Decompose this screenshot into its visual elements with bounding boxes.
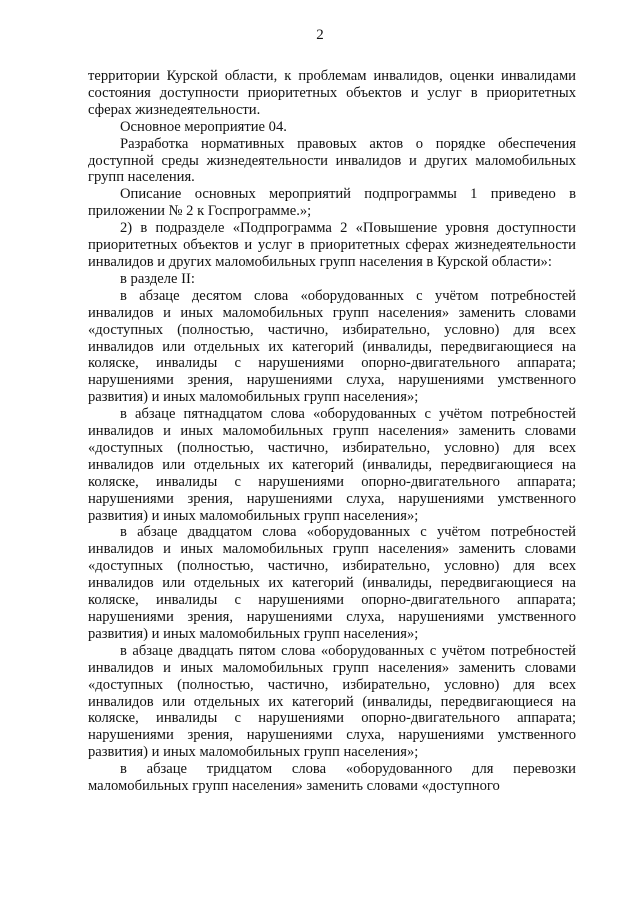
paragraph-activities-description: Описание основных мероприятий подпрограммы 1 приведено в приложении № 2 к Госпрограмме.»; xyxy=(88,186,576,220)
paragraph-main-activity-title: Основное мероприятие 04. xyxy=(120,118,287,135)
paragraph-subprogram-2: 2) в подразделе «Подпрограмма 2 «Повышение уровня доступности приоритетных объектов и услуг в приоритетных сферах жизнедеятельности инвалидов и других маломобильных групп населения в Курской области»: xyxy=(88,220,576,270)
paragraph-amendment-25: в абзаце двадцать пятом слова «оборудованных с учётом потребностей инвалидов и иных маломобильных групп населения» заменить словами «доступных (полностью, частично, избирательно, условно) для всех инвалидов или отдельных их категорий (инвалиды, передвигающиеся на коляске, инвалиды с нарушениями опорно-двигательного аппарата; нарушениями зрения, нарушениями слуха, нарушениями умственного развития) и иных маломобильных групп населения»; xyxy=(88,642,576,761)
paragraph-amendment-10: в абзаце десятом слова «оборудованных с учётом потребностей инвалидов и иных маломобильных групп населения» заменить словами «доступных (полностью, частично, избирательно, условно) для всех инвалидов или отдельных их категорий (инвалиды, передвигающиеся на коляске, инвалиды с нарушениями опорно-двигательного аппарата; нарушениями зрения, нарушениями слуха, нарушениями умственного развития) и иных маломобильных групп населения»; xyxy=(88,287,576,406)
paragraph-normative-acts: Разработка нормативных правовых актов о порядке обеспечения доступной среды жизнедеятельности инвалидов и других маломобильных групп населения. xyxy=(88,135,576,186)
paragraph-amendment-30: в абзаце тридцатом слова «оборудованного для перевозки маломобильных групп населения» заменить словами «доступного xyxy=(88,761,576,795)
paragraph-continuation: территории Курской области, к проблемам инвалидов, оценки инвалидами состояния доступности приоритетных объектов и услуг в приоритетных сферах жизнедеятельности. xyxy=(88,68,576,118)
paragraph-section-ii: в разделе II: xyxy=(120,270,195,287)
document-body xyxy=(88,68,576,795)
paragraph-amendment-15: в абзаце пятнадцатом слова «оборудованных с учётом потребностей инвалидов и иных маломобильных групп населения» заменить словами «доступных (полностью, частично, избирательно, условно) для всех инвалидов или отдельных их категорий (инвалиды, передвигающиеся на коляске, инвалиды с нарушениями опорно-двигательного аппарата; нарушениями зрения, нарушениями слуха, нарушениями умственного развития) и иных маломобильных групп населения»; xyxy=(88,406,576,524)
paragraph-amendment-20: в абзаце двадцатом слова «оборудованных с учётом потребностей инвалидов и иных маломобильных групп населения» заменить словами «доступных (полностью, частично, избирательно, условно) для всех инвалидов или отдельных их категорий (инвалиды, передвигающиеся на коляске, инвалиды с нарушениями опорно-двигательного аппарата; нарушениями зрения, нарушениями слуха, нарушениями умственного развития) и иных маломобильных групп населения»; xyxy=(88,524,576,642)
page-number: 2 xyxy=(316,27,324,43)
